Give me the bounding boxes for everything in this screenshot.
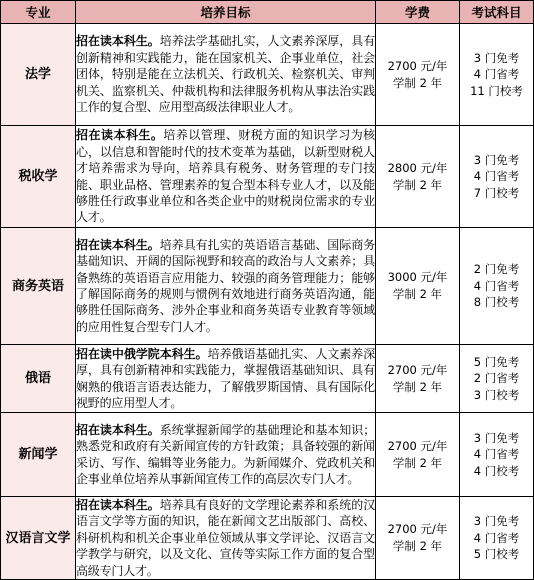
exam-exempt: 3 门免考 — [473, 152, 520, 167]
exam-cell — [460, 24, 534, 126]
fee-amount: 2700 元/年 — [387, 58, 448, 73]
exam-cell — [460, 497, 534, 580]
goal-lead: 招在读本科生。 — [76, 34, 160, 49]
exam-school: 11 门校考 — [470, 83, 523, 98]
major-name: 汉语言文学 — [1, 497, 76, 580]
goal-text: 系统掌握新闻学的基础理论和基本知识；熟悉党和政府有关新闻宣传的方针政策；具备较强的新闻采访、写作、编辑等业务能力。为新闻媒介、党政机关和企事业单位培养从事新闻宣传工作的高层次专门人才。 — [76, 422, 375, 486]
exam-provincial: 4 门省考 — [473, 447, 520, 462]
table-row — [1, 413, 534, 497]
fee-amount: 2700 元/年 — [387, 362, 448, 377]
fee-cell — [376, 126, 460, 228]
exam-exempt: 2 门免考 — [473, 262, 520, 277]
goal-lead: 招在读本科生。 — [76, 237, 160, 252]
exam-school: 7 门校考 — [473, 185, 520, 200]
exam-provincial: 2 门省考 — [473, 371, 520, 386]
major-name: 法学 — [1, 24, 76, 126]
study-duration: 学制 2 年 — [392, 75, 443, 90]
goal-text: 培养法学基础扎实，人文素养深厚，具有创新精神和实践能力，能在国家机关、企事业单位，社会团体，特别是能在立法机关、行政机关、检察机关、审判机关、监察机关、仲裁机构和法律服务机构从事法治实践工作的复合型、应用型高级法律职业人才。 — [76, 34, 375, 115]
major-name: 商务英语 — [1, 228, 76, 345]
exam-school: 5 门校考 — [473, 547, 520, 562]
header-major: 专业 — [1, 1, 76, 24]
exam-exempt: 3 门免考 — [473, 430, 520, 445]
table-row — [1, 24, 534, 126]
goal-lead: 招在读本科生。 — [76, 422, 160, 437]
major-name: 俄语 — [1, 345, 76, 413]
fee-amount: 2700 元/年 — [387, 438, 448, 453]
training-goal — [76, 126, 376, 228]
exam-school: 8 门校考 — [473, 295, 520, 310]
fee-cell — [376, 413, 460, 497]
exam-school: 3 门校考 — [473, 387, 520, 402]
fee-cell — [376, 24, 460, 126]
header-goal: 培养目标 — [76, 1, 376, 24]
study-duration: 学制 2 年 — [392, 379, 443, 394]
header-fee: 学费 — [376, 1, 460, 24]
exam-exempt: 3 门免考 — [473, 50, 520, 65]
goal-text: 培养具有良好的文学理论素养和系统的汉语言文学等方面的知识，能在新闻文艺出版部门、高校、科研机构和机关企事业单位领域从事文学评论、汉语言文学教学与研究，以及文化、宣传等实际工作方面的复合型高级专门人才。 — [76, 498, 375, 578]
table-row — [1, 345, 534, 413]
exam-provincial: 4 门省考 — [473, 169, 520, 184]
study-duration: 学制 2 年 — [392, 177, 443, 192]
exam-exempt: 5 门免考 — [473, 354, 520, 369]
goal-text: 培养俄语基础扎实、人文素养深厚，具有创新精神和实践能力，掌握俄语基础知识、具有娴熟的俄语言语表达能力，了解俄罗斯国情、具有国际化视野的应用型人才。 — [76, 346, 376, 410]
header-exam: 考试科目 — [460, 1, 534, 24]
table-row — [1, 228, 534, 345]
training-goal — [76, 345, 376, 413]
goal-lead: 招在读本科生。 — [76, 128, 164, 143]
exam-provincial: 4 门省考 — [473, 530, 520, 545]
fee-cell — [376, 497, 460, 580]
fee-cell — [376, 228, 460, 345]
fee-amount: 2800 元/年 — [387, 160, 448, 175]
table-row — [1, 126, 534, 228]
header-row — [1, 1, 534, 24]
goal-text: 培养具有扎实的英语语言基础、国际商务基础知识、开阔的国际视野和较高的政治与人文素养；具备熟练的英语语言应用能力、较强的商务管理能力；能够了解国际商务的规则与惯例有效地进行商务英语沟通，能够胜任国际商务、涉外企事业和商务英语专业教育等领域的应用性复合型专门人才。 — [76, 237, 375, 334]
exam-cell — [460, 413, 534, 497]
goal-text: 培养以管理、财税方面的知识学习为核心，以信息和智能时代的技术变革为基础，以新型财税人才培养需求为导向，培养具有税务、财务管理的专门技能、职业品格、管理素养的复合型本科专业人才，以及能够胜任行政事业单位和各类企业中的财税岗位需求的专业人才。 — [76, 128, 375, 225]
training-goal — [76, 24, 376, 126]
exam-provincial: 4 门省考 — [473, 278, 520, 293]
exam-cell — [460, 126, 534, 228]
training-goal — [76, 497, 376, 580]
goal-lead: 招在读本科生。 — [76, 498, 160, 512]
exam-cell — [460, 345, 534, 413]
table-row — [1, 497, 534, 580]
exam-exempt: 3 门免考 — [473, 514, 520, 529]
fee-amount: 2700 元/年 — [387, 522, 448, 537]
fee-cell — [376, 345, 460, 413]
training-goal — [76, 228, 376, 345]
goal-lead: 招在读中俄学院本科生。 — [76, 346, 208, 361]
study-duration: 学制 2 年 — [392, 287, 443, 301]
fee-amount: 3000 元/年 — [387, 270, 448, 284]
major-name: 新闻学 — [1, 413, 76, 497]
exam-provincial: 4 门省考 — [473, 67, 520, 82]
major-name: 税收学 — [1, 126, 76, 228]
study-duration: 学制 2 年 — [392, 455, 443, 470]
study-duration: 学制 2 年 — [392, 539, 443, 554]
exam-cell — [460, 228, 534, 345]
training-goal — [76, 413, 376, 497]
exam-school: 4 门校考 — [473, 463, 520, 478]
